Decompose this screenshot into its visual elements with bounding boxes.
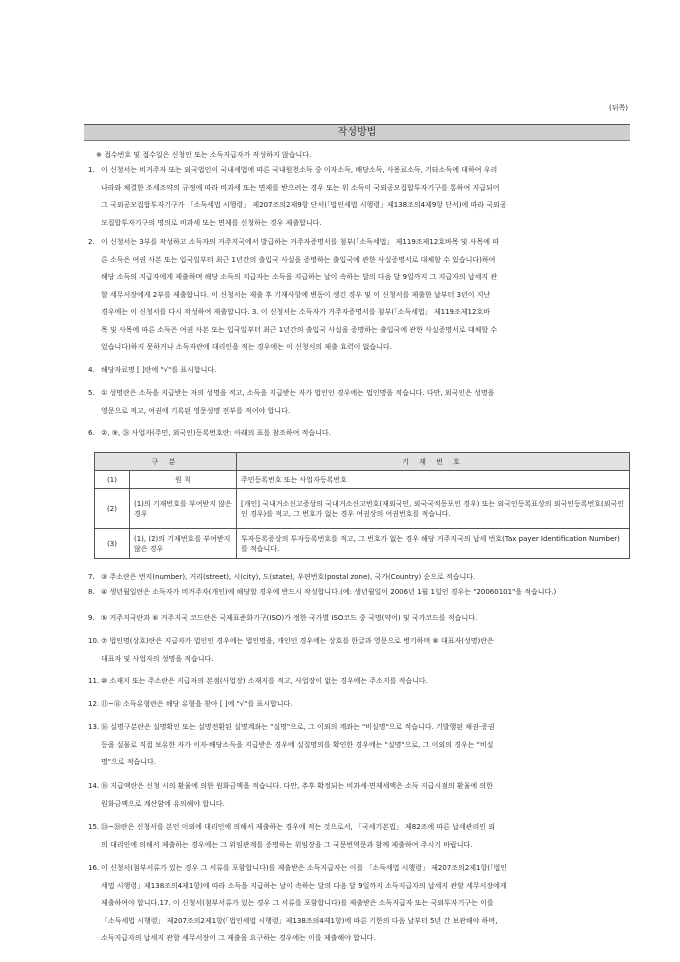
table-row: (3) (1), (2)의 기재번호를 부여받지 않은 경우 투자등록증상의 투자등록번호를 적고, 그 번호가 없는 경우 해당 거주지국의 납세 번호(Tax payer Identification Number)를 적습니다. [95,529,630,559]
section-title: 작성방법 [84,124,630,141]
instruction-item-1: 1. 이 신청서는 비거주자 또는 외국법인이 국내세법에 따른 국내원천소득 중 이자소득, 배당소득, 사용료소득, 기타소득에 대하여 우리 나라와 체결한 조세조약의 규정에 따라 비과세 또는 면제를 받으려는 경우 또는 위 소득이 국외공모집합투자기구를 통하여 지급되어 그 국외공모집합투자기구가 「소득세법 시행령」 제207조의2제9항 단서(「법인세법 시행령」제138조의4제9항 단서)에 따라 국외공 모집합투자기구의 명의로 비과세 또는 면제를 신청하는 경우 제출합니다. [88,166,507,227]
instruction-item-11: 11. ⑩ 소재지 또는 주소란은 지급자의 본점(사업장) 소재지를 적고, 사업장이 없는 경우에는 주소지를 적습니다. [88,677,428,685]
table-row: (2) (1)의 기재번호를 부여받지 않은 경우 [개인] 국내거소신고증상의 국내거소신고번호(재외국민, 외국국적동포인 경우) 또는 외국인등록표상의 외국인등록번호(외국인인 경우)를 적고, 그 번호가 없는 경우 여권상의 여권번호를 적습니다. [95,489,630,529]
instruction-item-4: 4. 해당자료명 [ ]란에 "√"를 표시합니다. [88,366,217,374]
table-row: (1) 원 칙 주민등록번호 또는 사업자등록번호 [95,471,630,489]
table-header-category: 구 분 [95,453,237,471]
table-header-number: 기 재 번 호 [237,453,630,471]
instruction-item-10: 10. ⑦ 법인명(상호)란은 지급자가 법인인 경우에는 법인명을, 개인인 경우에는 상호를 한글과 영문으로 병기하며 ⑧ 대표자(성명)란은 대표자 및 사업자의 성명을 적습니다. [88,637,494,663]
note-text: ※ 접수번호 및 접수일은 신청인 또는 소득지급자가 작성하지 않습니다. [96,151,312,159]
instruction-item-2: 2. 이 신청서는 3부를 작성하고 소득자의 거주지국에서 발급하는 거주자증명서를 첨부(「소득세법」 제119조제12호바목 및 사목에 따 른 소득은 여권 사본 또는 입국일부터 최근 1년간의 출입국 사실을 증명하는 출입국에 관한 사실증명서로 대체할 수 있습니다)하여 해당 소득의 지급자에게 제출하며 해당 소득의 지급자는 소득을 지급하는 날이 속하는 달의 다음 달 9일까지 그 지급자의 납세지 관 할 세무서장에게 2부를 제출합니다. 이 신청서는 제출 후 기재사항에 변동이 생긴 경우 및 이 신청서를 제출한 날부터 3년이 지난 경우에는 이 신청서를 다시 작성하여 제출합니다. 3. 이 신청서는 소득자가 거주자증명서를 첨부(「소득세법」 제119조제12호바 목 및 사목에 따른 소득은 여권 사본 또는 입국일부터 최근 1년간의 출입국 사실을 증명하는 출입국에 관한 사실증명서로 대체할 수 있습니다)하지 못하거나 소득자란에 대리인을 적는 경우에는 이 신청서의 제출 효력이 없습니다. [88,238,499,351]
instruction-item-9: 9. ⑤ 거주지국란과 ⑥ 거주지국 코드란은 국제표준화기구(ISO)가 정한 국가별 ISO코드 중 국명(약어) 및 국가코드를 적습니다. [88,614,478,622]
instruction-item-14: 14. ⑱ 지급액란은 신청 시의 환율에 의한 원화금액을 적습니다. 다만, 추후 확정되는 비과세·면제세액은 소득 지급시점의 환율에 의한 원화금액으로 계산함에 유의해야 합니다. [88,782,493,808]
instruction-item-6: 6. ②, ⑨, ㉖ 사업자(주민, 외국인)등록번호란: 아래의 표를 참조하여 적습니다. [88,429,331,437]
instruction-item-15: 15. ㉔~㉘란은 신청서를 본인 이외에 대리인에 의해서 제출하는 경우에 적는 것으로서, 「국세기본법」 제82조에 따른 납세관리인 외 의 대리인에 의해서 제출하는 경우에는 그 위임관계를 증명하는 위임장을 그 국문번역문과 함께 제출하여 주시기 바랍니다. [88,823,495,849]
id-number-table [94,452,630,559]
instruction-item-12: 12. ⑪~⑭ 소득유형란은 해당 유형을 찾아 [ ]에 "√"를 표시합니다. [88,700,293,708]
page-label: (뒤쪽) [609,104,628,112]
instruction-item-5: 5. ① 성명란은 소득을 지급받는 자의 성명을 적고, 소득을 지급받는 자가 법인인 경우에는 법인명을 적습니다. 다만, 외국인은 성명을 영문으로 적고, 여권에 기록된 영문성명 전부를 적어야 합니다. [88,389,495,415]
instruction-item-8: 8. ④ 생년월일란은 소득자가 비거주자(개인)에 해당할 경우에 반드시 작성합니다.(예: 생년월일이 2006년 1월 1일인 경우는 "20060101"을 적습니다.) [88,588,557,596]
table-header-row [95,453,630,471]
instruction-item-16: 16. 이 신청서(첨부서류가 있는 경우 그 서류를 포함합니다)를 제출받은 소득지급자는 이를 「소득세법 시행령」 제207조의2제1항(「법인 세법 시행령」제138조의4제1항)에 따라 소득을 지급하는 날이 속하는 달의 다음 달 9일까지 소득지급자의 납세지 관할 세무서장에게 제출하여야 합니다.17. 이 신청서(첨부서류가 있는 경우 그 서류를 포함합니다)를 제출받은 소득지급자 또는 국외투자기구는 이를 「소득세법 시행령」 제207조의2제1항(「법인세법 시행령」제138조의4제1항)에 따른 기한의 다음 날부터 5년 간 보관해야 하며, 소득지급자의 납세지 관할 세무서장이 그 제출을 요구하는 경우에는 이를 제출해야 합니다. [88,864,507,942]
instruction-item-7: 7. ③ 주소란은 번지(number), 거리(street), 시(city), 도(state), 우편번호(postal zone), 국가(Country) 순으로 적습니다. [88,573,476,581]
instruction-item-13: 13. ⑯ 실명구분란은 실명확인 또는 실명전환된 실명계좌는 "실명"으로, 그 이외의 계좌는 "비실명"으로 적습니다. 기발행된 채권·증권 등을 실물로 직접 보유한 자가 이자·배당소득을 지급받은 경우에 실질명의를 확인한 경우에는 "실명"으로, 그 이외의 경우는 "비실 명"으로 적습니다. [88,723,495,766]
